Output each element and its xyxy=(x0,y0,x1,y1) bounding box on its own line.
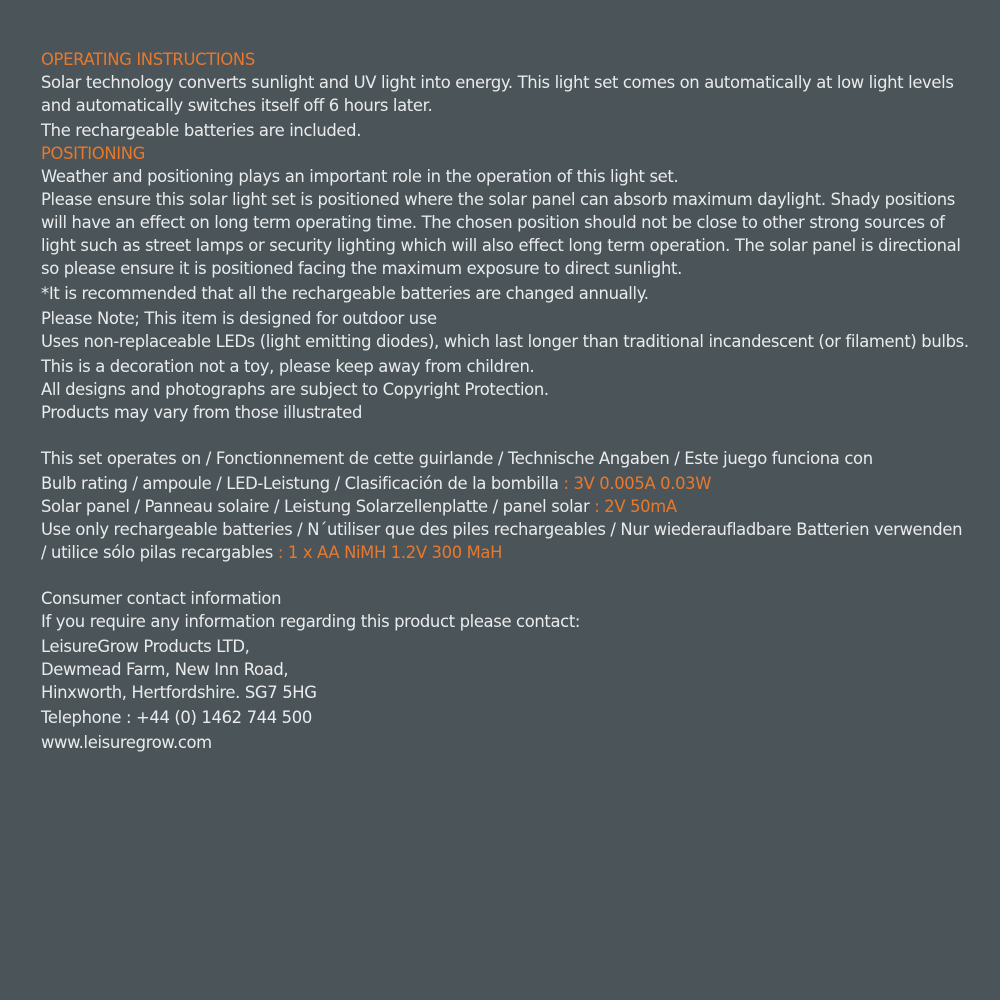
solar-panel-label: Solar panel / Panneau solaire / Leistung Solarzellenplatte / panel solar xyxy=(41,497,590,516)
specs-intro: This set operates on / Fonctionnement de cette guirlande / Technische Angaben / Este juego funciona con xyxy=(41,449,873,468)
led-note: Uses non-replaceable LEDs (light emitting diodes), which last longer than traditional incandescent (or filament) bulbs. xyxy=(41,332,969,351)
solar-panel-value: : 2V 50mA xyxy=(589,497,677,516)
positioning-paragraph-details: Please ensure this solar light set is positioned where the solar panel can absorb maximum daylight. Shady positions will have an effect on long term operating time. The chosen position should not be close to other strong sources of light such as street lamps or security lighting which will also effect long term operation. The solar panel is directional so please ensure it is positioned facing the maximum exposure to direct sunlight. xyxy=(41,190,961,278)
battery-value: : 1 x AA NiMH 1.2V 300 MaH xyxy=(272,543,503,562)
outdoor-use-note: Please Note; This item is designed for outdoor use xyxy=(41,309,437,328)
address-line-1: Dewmead Farm, New Inn Road, xyxy=(41,660,289,679)
operating-instructions-heading: OPERATING INSTRUCTIONS xyxy=(41,50,255,69)
battery-change-note: *It is recommended that all the rechargeable batteries are changed annually. xyxy=(41,284,649,303)
batteries-included-note: The rechargeable batteries are included. xyxy=(41,121,362,140)
product-variation-note: Products may vary from those illustrated xyxy=(41,403,363,422)
child-safety-note: This is a decoration not a toy, please keep away from children. xyxy=(41,357,535,376)
positioning-heading: POSITIONING xyxy=(41,144,145,163)
bulb-rating-line xyxy=(41,472,971,495)
battery-line xyxy=(41,518,971,564)
bulb-rating-label: Bulb rating / ampoule / LED-Leistung / Clasificación de la bombilla xyxy=(41,474,559,493)
battery-label: Use only rechargeable batteries / N´utiliser que des piles rechargeables / Nur wiederaufladbare Batterien verwenden / utilice sólo pilas recargables xyxy=(41,520,963,562)
address-line-2: Hinxworth, Hertfordshire. SG7 5HG xyxy=(41,683,317,702)
website-link[interactable]: www.leisuregrow.com xyxy=(41,733,212,752)
company-name: LeisureGrow Products LTD, xyxy=(41,637,250,656)
instruction-sheet xyxy=(41,48,971,754)
contact-heading: Consumer contact information xyxy=(41,589,282,608)
telephone: Telephone : +44 (0) 1462 744 500 xyxy=(41,708,312,727)
operating-paragraph: Solar technology converts sunlight and UV light into energy. This light set comes on automatically at low light levels and automatically switches itself off 6 hours later. xyxy=(41,73,954,115)
copyright-note: All designs and photographs are subject to Copyright Protection. xyxy=(41,380,549,399)
positioning-paragraph-intro: Weather and positioning plays an important role in the operation of this light set. xyxy=(41,167,679,186)
bulb-rating-value: : 3V 0.005A 0.03W xyxy=(558,474,712,493)
contact-intro: If you require any information regarding this product please contact: xyxy=(41,612,581,631)
solar-panel-line xyxy=(41,495,971,518)
